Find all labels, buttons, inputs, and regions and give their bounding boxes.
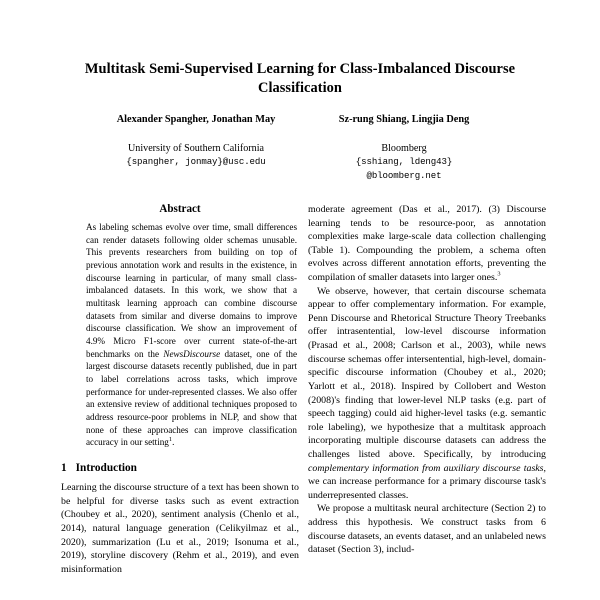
affiliation: University of Southern California: [128, 143, 264, 155]
section-number: 1: [61, 462, 67, 475]
right-paragraph-2: [308, 285, 546, 503]
author-email: {sshiang, ldeng43}: [355, 156, 453, 168]
left-column: [61, 203, 299, 576]
page-title: Multitask Semi-Supervised Learning for Class-Imbalanced Discourse Classification: [84, 61, 516, 96]
intro-paragraph: Learning the discourse structure of a text has been shown to be helpful for diverse tasks such as event extraction (Choubey et al., 2020), sentiment analysis (Chenlo et al., 2014), natural language generation (Celikyilmaz et al., 2020), summarization (Lu et al., 2019; Isonuma et al., 2019), storyline discovery (Rehm et al., 2019), and even misinformation: [61, 482, 299, 575]
section-title: Introduction: [75, 462, 137, 475]
abstract-heading: Abstract: [159, 203, 201, 215]
right-paragraph-2-part2: , we can increase performance for a primary discourse task's underrepresented classes.: [308, 462, 546, 501]
right-paragraph-3: We propose a multitask neural architecture (Section 2) to address this hypothesis. We construct tasks from 6 discourse datasets, an events dataset, and an unlabeled news dataset (Section 3), includ-: [308, 503, 546, 556]
abstract-dataset-name: NewsDiscourse: [163, 348, 221, 359]
abstract-body: [61, 221, 299, 449]
abstract-section: [61, 203, 299, 449]
right-column: [308, 203, 546, 576]
author-names: Alexander Spangher, Jonathan May: [116, 114, 276, 126]
affiliation: Bloomberg: [381, 143, 427, 155]
title-block: [0, 0, 600, 183]
abstract-text: [86, 221, 297, 449]
right-paragraph-1-text: moderate agreement (Das et al., 2017). (3) Discourse learning tends to be resource-poor, as annotation complexities make large-scale data collection challenging (Table 1). Compounding the problem, a schema often evolves across different annotation efforts, preventing the compilation of smaller datasets into larger ones.: [308, 204, 546, 284]
author-email: {spangher, jonmay}@usc.edu: [126, 156, 266, 168]
section-heading-introduction: [61, 462, 299, 474]
body-columns: [0, 203, 600, 576]
abstract-text-part3: .: [172, 437, 175, 448]
abstract-text-part2: dataset, one of the largest discourse datasets recently published, due in part to label correlations across tasks, which improve performance for under-represented classes. We also offer an extensive review of additional techniques proposed to address resource-poor problems in NLP, and show that none of these approaches can improve classification accuracy in our setting: [86, 348, 297, 448]
right-paragraph-1: [308, 203, 546, 285]
author-email-domain: @bloomberg.net: [366, 170, 442, 182]
author-group-usc: [92, 114, 300, 183]
right-footnote-marker: 3: [497, 270, 501, 278]
authors-row: [62, 114, 538, 183]
abstract-text-part1: As labeling schemas evolve over time, small differences can render datasets following older schemas unusable. This prevents researchers from building on top of previous annotation work and results in the existence, in discourse learning in particular, of many small class-imbalanced datasets. In this work, we show that a multitask learning approach can combine discourse datasets from similar and diverse domains to improve discourse classification. We show an improvement of 4.9% Micro F1-score over current state-of-the-art benchmarks on the: [86, 222, 297, 359]
right-paragraph-2-part1: We observe, however, that certain discourse schemata appear to offer complementary information. For example, Penn Discourse and Rhetorical Structure Theory Treebanks offer intrasentential, low-level discourse information (Prasad et al., 2008; Carlson et al., 2003), while news discourse schemas offer intersentential, high-level, domain-specific discourse information (Choubey et al., 2020; Yarlott et al., 2018). Inspired by Collobert and Weston (2008)'s finding that lower-level NLP tasks (e.g. part of speech tagging) could aid higher-level tasks (e.g. semantic role labeling), we hypothesize that a multitask approach incorporating multiple discourse datasets can address the challenges listed above. Specifically, by introducing: [308, 285, 546, 460]
right-paragraph-2-emphasis: complementary information from auxiliary discourse tasks: [308, 462, 544, 474]
abstract-footnote-marker: 1: [168, 436, 173, 444]
author-names: Sz-rung Shiang, Lingjia Deng: [338, 114, 470, 126]
author-group-bloomberg: [300, 114, 508, 183]
